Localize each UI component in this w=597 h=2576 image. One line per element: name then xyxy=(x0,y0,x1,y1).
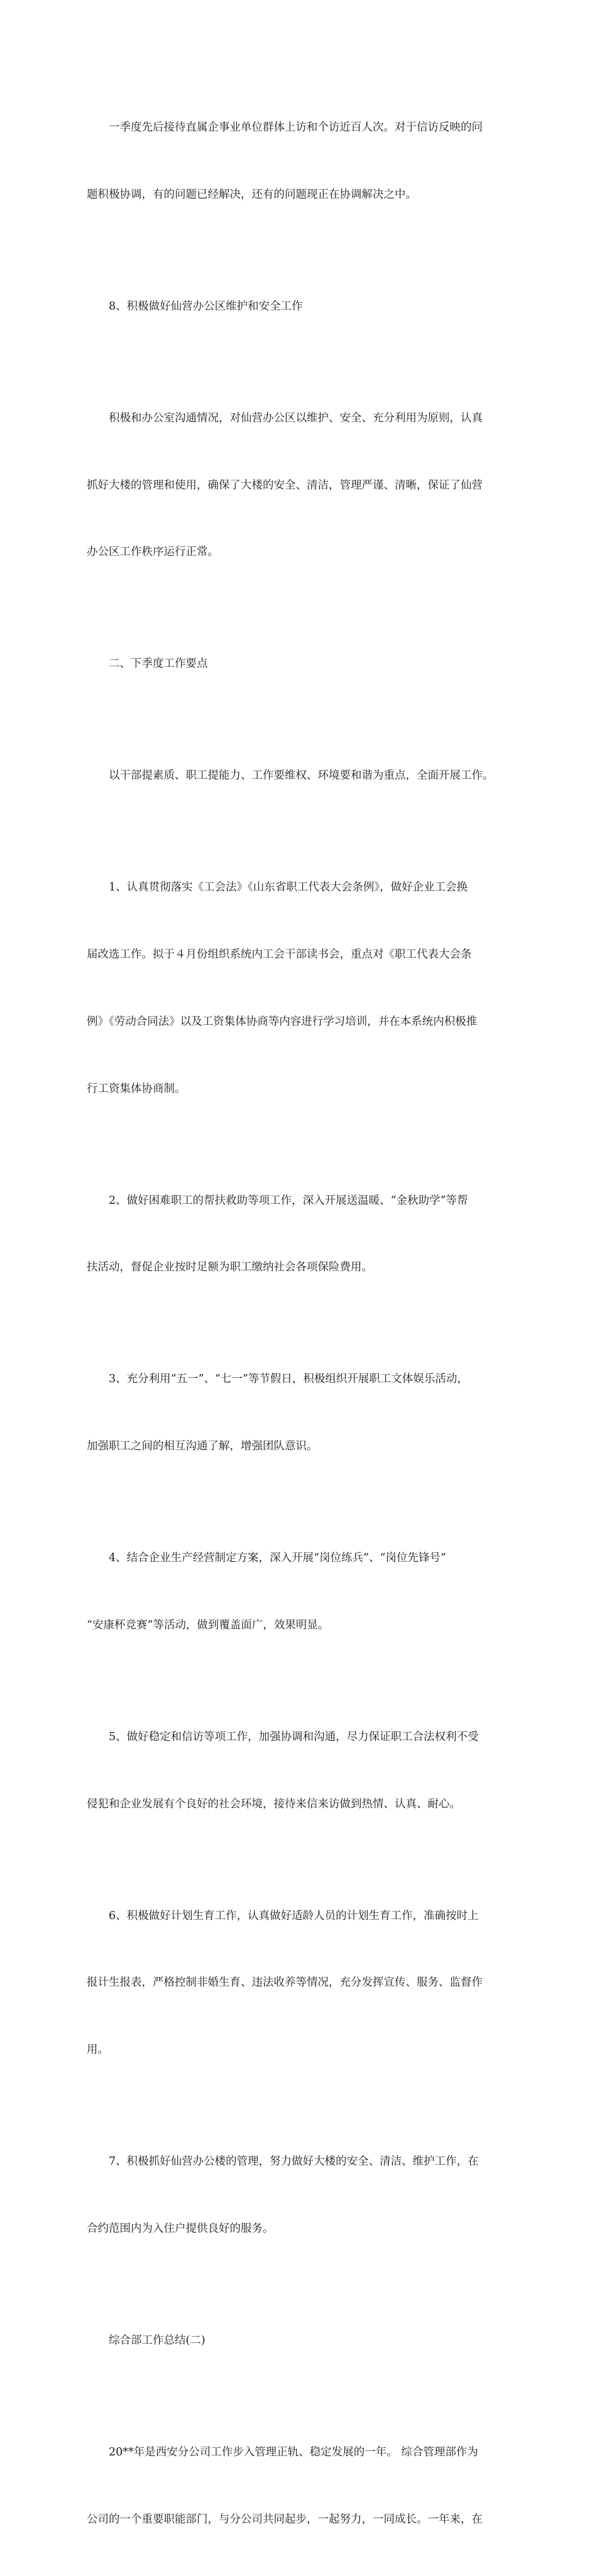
text-line: 3、充分利用“五一”、“七一”等节假日，积极组织开展职工文体娱乐活动， xyxy=(109,1373,468,1386)
text-line: 合约范围内为入住户提供良好的服务。 xyxy=(87,2222,274,2235)
text-line: 20**年是西安分公司工作步入管理正轨、稳定发展的一年。 综合管理部作为 xyxy=(109,2445,478,2459)
text-line: 7、积极抓好仙营办公楼的管理，努力做好大楼的安全、清洁、维护工作，在 xyxy=(109,2155,479,2168)
paragraph-visit-reception xyxy=(87,72,514,251)
text-line: 5、做好稳定和信访等项工作，加强协调和沟通，尽力保证职工合法权利不受 xyxy=(109,1730,479,1743)
paragraph-item-1 xyxy=(87,832,514,1145)
paragraph-item-4 xyxy=(87,1503,514,1682)
text-line: 一季度先后接待直属企事业单位群体上访和个访近百人次。对于信访反映的问 xyxy=(109,121,483,134)
paragraph-item-6 xyxy=(87,1861,514,2107)
section-heading-summary-2 xyxy=(87,2285,514,2397)
text-line: 1、认真贯彻落实《工会法》《山东省职工代表大会条例》，做好企业工会换 xyxy=(109,881,468,894)
text-line: 抓好大楼的管理和使用，确保了大楼的安全、清洁，管理严谨、清晰，保证了仙营 xyxy=(87,479,483,492)
text-line: 扶活动，督促企业按时足额为职工缴纳社会各项保险费用。 xyxy=(87,1261,373,1274)
paragraph-item-5 xyxy=(87,1682,514,1861)
text-line: 2、做好困难职工的帮扶救助等项工作，深入开展送温暖、“金秋助学”等帮 xyxy=(109,1194,468,1207)
text-line: 8、积极做好仙营办公区维护和安全工作 xyxy=(109,300,303,313)
text-line: 综合部工作总结(二) xyxy=(109,2334,205,2347)
section-heading-next-quarter xyxy=(87,609,514,720)
text-line: 公司的一个重要职能部门，与分公司共同起步，一起努力，一同成长。一年来，在 xyxy=(87,2513,483,2526)
text-line: 以干部提素质、职工提能力、工作要维权、环境要和谐为重点，全面开展工作。 xyxy=(109,769,494,782)
paragraph-office-maintenance xyxy=(87,363,514,609)
paragraph-xian-branch xyxy=(87,2397,514,2576)
text-line: 4、结合企业生产经营制定方案，深入开展“岗位练兵”、“岗位先锋号” xyxy=(109,1552,446,1565)
paragraph-item-7 xyxy=(87,2106,514,2285)
text-line: “安康杯竞赛”等活动，做到覆盖面广，效果明显。 xyxy=(87,1618,329,1632)
text-line: 侵犯和企业发展有个良好的社会环境，接待来信来访做到热情、认真、耐心。 xyxy=(87,1797,461,1810)
text-line: 6、积极做好计划生育工作，认真做好适龄人员的计划生育工作，准确按时上 xyxy=(109,1909,479,1922)
paragraph-focus-statement xyxy=(87,720,514,832)
paragraph-item-2 xyxy=(87,1145,514,1324)
paragraph-heading-item-8 xyxy=(87,251,514,363)
document-body xyxy=(87,72,514,2576)
text-line: 行工资集体协商制。 xyxy=(87,1082,186,1095)
text-line: 二、下季度工作要点 xyxy=(109,658,208,671)
text-line: 办公区工作秩序运行正常。 xyxy=(87,546,219,559)
text-line: 例》《劳动合同法》以及工资集体协商等内容进行学习培训，并在本系统内积极推 xyxy=(87,1015,478,1028)
text-line: 题积极协调，有的问题已经解决，还有的问题现正在协调解决之中。 xyxy=(87,188,417,201)
text-line: 积极和办公室沟通情况，对仙营办公区以维护、安全、充分利用为原则，认真 xyxy=(109,411,483,425)
text-line: 届改选工作。拟于４月份组织系统内工会干部读书会，重点对《职工代表大会条 xyxy=(87,948,472,961)
paragraph-item-3 xyxy=(87,1324,514,1503)
text-line: 报计生报表，严格控制非婚生育、违法收养等情况，充分发挥宣传、服务、监督作 xyxy=(87,1976,483,1989)
text-line: 加强职工之间的相互沟通了解，增强团队意识。 xyxy=(87,1440,318,1453)
text-line: 用。 xyxy=(87,2043,109,2057)
